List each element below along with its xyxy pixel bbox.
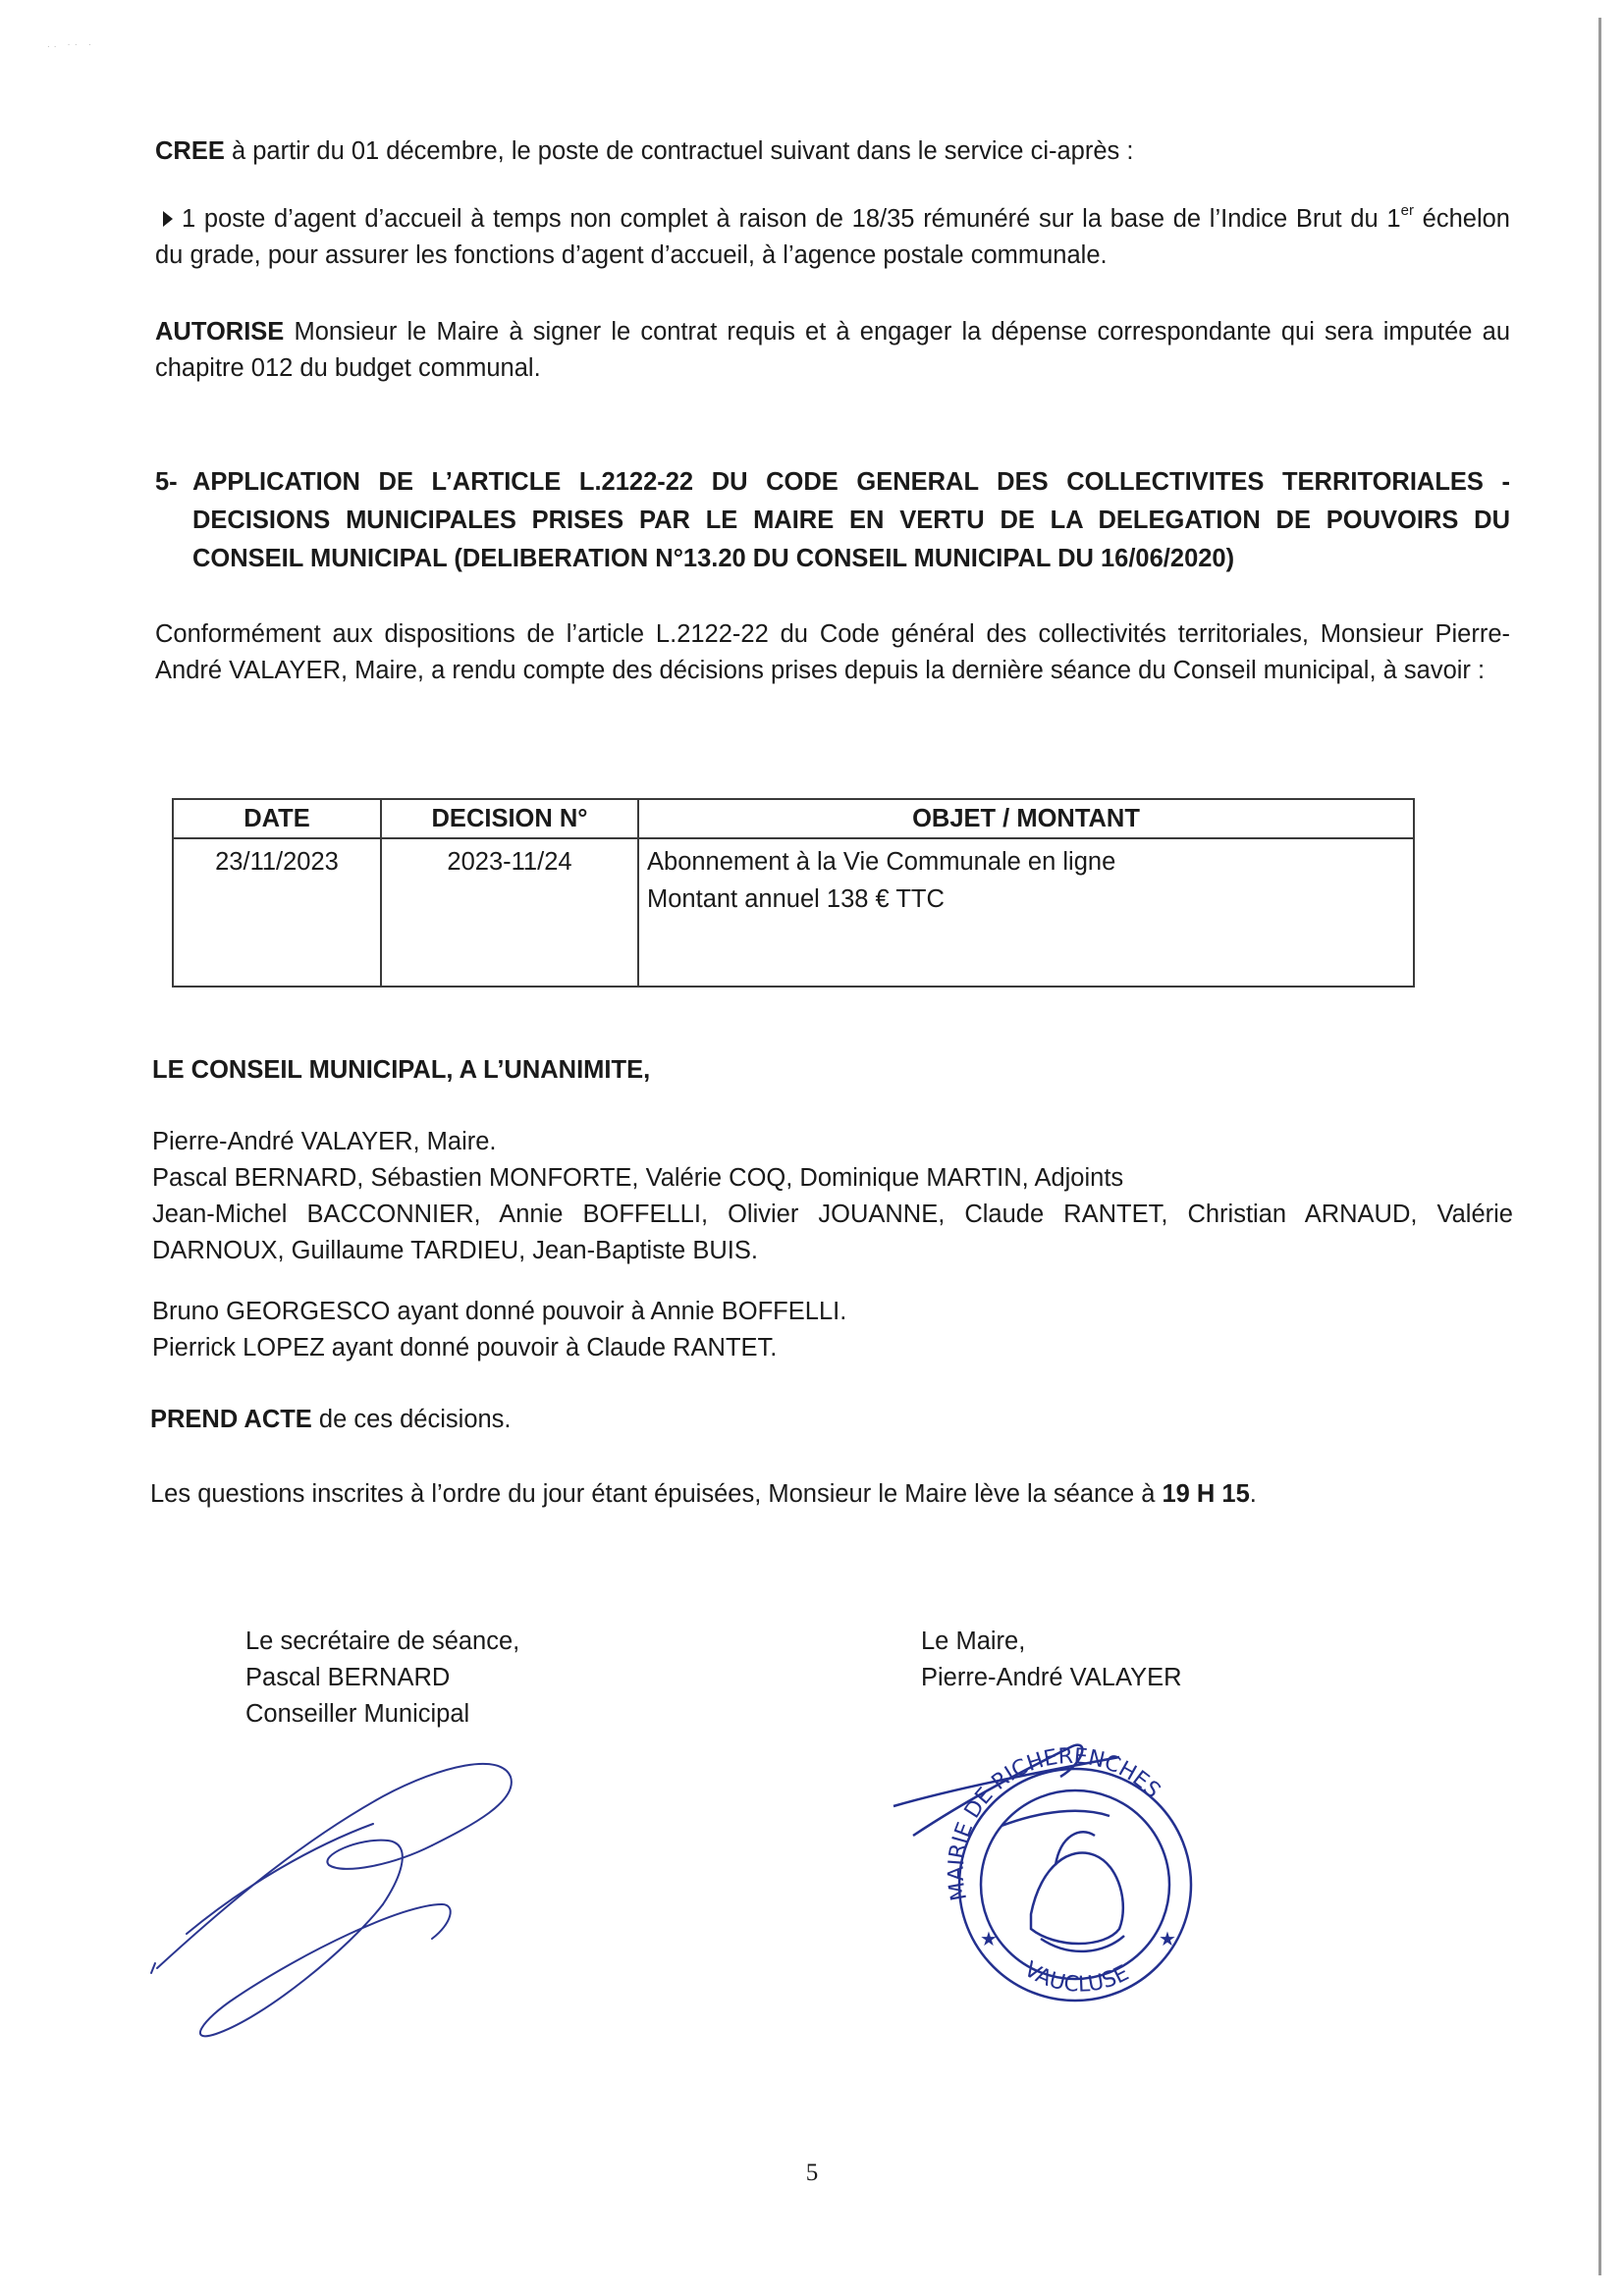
mairie-stamp-icon <box>884 1718 1218 2012</box>
montant-line: Montant annuel 138 € TTC <box>647 885 945 913</box>
cell-objet <box>638 838 1414 987</box>
page-edge-shadow <box>1598 18 1601 2275</box>
pouvoirs-block <box>152 1294 1513 1366</box>
poste-superscript: er <box>1400 201 1414 219</box>
svg-text:★: ★ <box>980 1927 998 1950</box>
cloture-paragraph <box>150 1476 1525 1513</box>
cloture-time: 19 H 15 <box>1162 1480 1250 1508</box>
secretaire-role: Le secrétaire de séance, <box>245 1628 520 1655</box>
pouvoir-line: Bruno GEORGESCO ayant donné pouvoir à Annie BOFFELLI. <box>152 1298 847 1325</box>
prend-acte-text: de ces décisions. <box>311 1406 512 1433</box>
scan-artifact: .. ·· · <box>47 39 96 50</box>
cell-date: 23/11/2023 <box>173 838 381 987</box>
triangle-bullet-icon <box>163 211 173 227</box>
section-title: APPLICATION DE L’ARTICLE L.2122-22 DU CODE GENERAL DES COLLECTIVITES TERRITORIALES - DECISIONS MUNICIPALES PRISES PAR LE MAIRE EN VERTU DE LA DELEGATION DE POUVOIRS DU CONSEIL MUNICIPAL (DELIBERATION N°13.20 DU CONSEIL MUNICIPAL DU 16/06/2020) <box>192 468 1510 572</box>
prend-acte-keyword: PREND ACTE <box>150 1406 312 1433</box>
maire-role: Le Maire, <box>921 1628 1026 1655</box>
stamp-bottom-text: VAUCLUSE <box>1019 1956 1133 1998</box>
members-maire: Pierre-André VALAYER, Maire. <box>152 1128 497 1155</box>
cloture-text: Les questions inscrites à l’ordre du jour étant épuisées, Monsieur le Maire lève la séance à <box>150 1480 1163 1508</box>
autorise-keyword: AUTORISE <box>155 318 285 346</box>
maire-name: Pierre-André VALAYER <box>921 1664 1182 1691</box>
svg-text:★: ★ <box>1159 1927 1176 1950</box>
decisions-table <box>172 798 1415 988</box>
cell-decision: 2023-11/24 <box>381 838 638 987</box>
header-date: DATE <box>173 799 381 838</box>
table-row <box>173 838 1414 987</box>
cree-paragraph <box>155 133 1510 170</box>
maire-signature-block <box>921 1624 1182 1696</box>
cree-text: à partir du 01 décembre, le poste de contractuel suivant dans le service ci-après : <box>224 137 1134 165</box>
poste-text: 1 poste d’agent d’accueil à temps non complet à raison de 18/35 rémunéré sur la base de l’Indice Brut du 1 <box>182 205 1401 233</box>
conseil-heading: LE CONSEIL MUNICIPAL, A L’UNANIMITE, <box>152 1056 651 1084</box>
section-number: 5- <box>155 468 178 496</box>
cree-keyword: CREE <box>155 137 225 165</box>
objet-line: Abonnement à la Vie Communale en ligne <box>647 848 1116 876</box>
members-adjoints: Pascal BERNARD, Sébastien MONFORTE, Valérie COQ, Dominique MARTIN, Adjoints <box>152 1164 1124 1192</box>
cloture-end: . <box>1249 1480 1257 1508</box>
table-header-row <box>173 799 1414 838</box>
handwritten-signature-icon <box>147 1757 530 2052</box>
secretaire-name: Pascal BERNARD <box>245 1664 451 1691</box>
page-number: 5 <box>805 2160 819 2186</box>
section-heading <box>155 463 1510 578</box>
prend-acte-paragraph <box>150 1402 512 1438</box>
pouvoir-line: Pierrick LOPEZ ayant donné pouvoir à Claude RANTET. <box>152 1334 778 1362</box>
poste-text-end: échelon du grade, pour assurer les fonctions d’agent d’accueil, à l’agence postale communale. <box>155 205 1510 269</box>
header-objet: OBJET / MONTANT <box>638 799 1414 838</box>
conformement-paragraph: Conformément aux dispositions de l’article L.2122-22 du Code général des collectivités territoriales, Monsieur Pierre-André VALAYER, Maire, a rendu compte des décisions prises depuis la dernière séance du Conseil municipal, à savoir : <box>155 620 1510 684</box>
secretaire-title: Conseiller Municipal <box>245 1700 470 1728</box>
poste-bullet-paragraph <box>155 201 1510 274</box>
header-decision: DECISION N° <box>381 799 638 838</box>
secretaire-signature-block <box>245 1624 519 1733</box>
autorise-text: Monsieur le Maire à signer le contrat requis et à engager la dépense correspondante qui sera imputée au chapitre 012 du budget communal. <box>155 318 1510 382</box>
autorise-paragraph <box>155 314 1510 387</box>
members-block <box>152 1124 1513 1269</box>
stamp-top-text: MAIRIE DE RICHERENCHES <box>944 1743 1165 1903</box>
members-conseillers: Jean-Michel BACCONNIER, Annie BOFFELLI, Olivier JOUANNE, Claude RANTET, Christian ARNAUD, Valérie DARNOUX, Guillaume TARDIEU, Jean-Baptiste BUIS. <box>152 1201 1513 1264</box>
